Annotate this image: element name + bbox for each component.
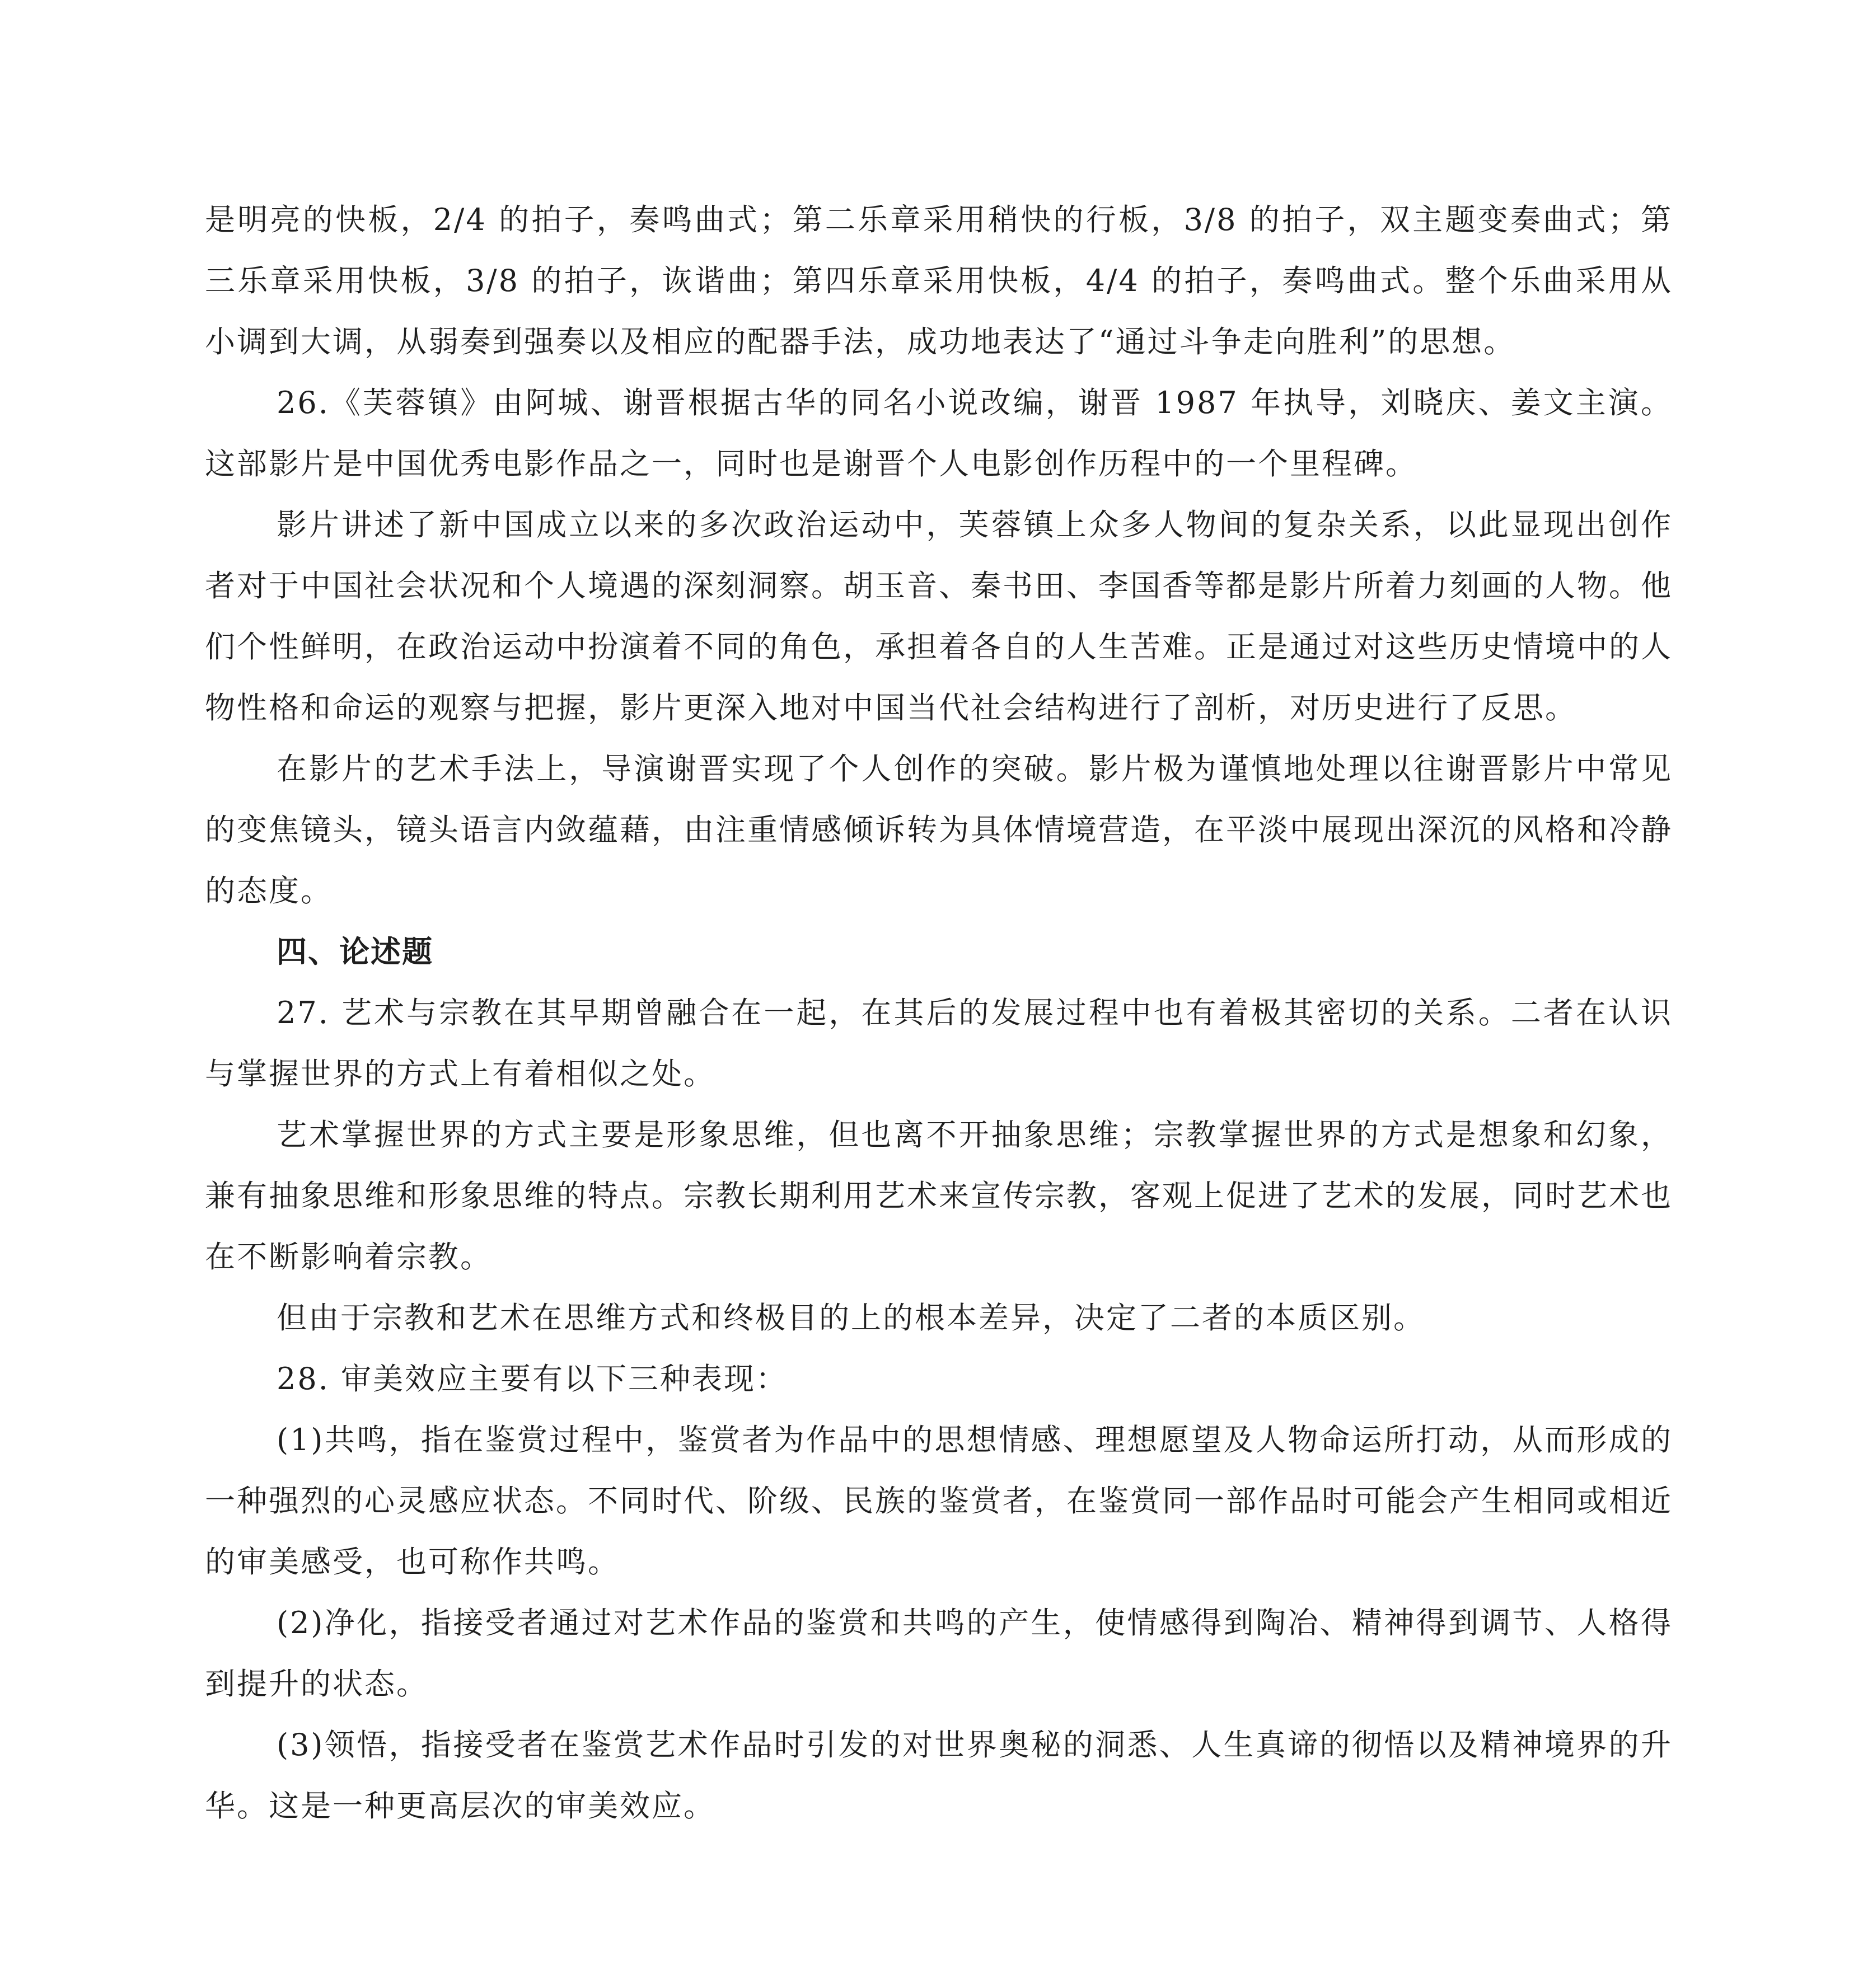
paragraph-film-technique: 在影片的艺术手法上，导演谢晋实现了个人创作的突破。影片极为谨慎地处理以往谢晋影片中常见的变焦镜头，镜头语言内敛蕴藉，由注重情感倾诉转为具体情境营造，在平淡中展现出深沉的风格和冷静的态度。 [205, 751, 1673, 908]
paragraph-item-27: 27. 艺术与宗教在其早期曾融合在一起，在其后的发展过程中也有着极其密切的关系。二者在认识与掌握世界的方式上有着相似之处。 [205, 995, 1673, 1091]
paragraph-item-28: 28. 审美效应主要有以下三种表现： [277, 1361, 788, 1396]
paragraph-art-religion: 艺术掌握世界的方式主要是形象思维，但也离不开抽象思维；宗教掌握世界的方式是想象和幻象，兼有抽象思维和形象思维的特点。宗教长期利用艺术来宣传宗教，客观上促进了艺术的发展，同时艺术也在不断影响着宗教。 [205, 1117, 1673, 1274]
document-body [205, 189, 1673, 1836]
paragraph-enlightenment: (3)领悟，指接受者在鉴赏艺术作品时引发的对世界奥秘的洞悉、人生真谛的彻悟以及精神境界的升华。这是一种更高层次的审美效应。 [205, 1727, 1673, 1823]
paragraph-continuation: 是明亮的快板，2/4 的拍子，奏鸣曲式；第二乐章采用稍快的行板，3/8 的拍子，双主题变奏曲式；第三乐章采用快板，3/8 的拍子，诙谐曲；第四乐章采用快板，4/4 的拍子，奏鸣曲式。整个乐曲采用从小调到大调，从弱奏到强奏以及相应的配器手法，成功地表达了“通过斗争走向胜利”的思想。 [205, 202, 1673, 359]
section-heading-essay: 四、论述题 [277, 934, 433, 969]
paragraph-film-plot: 影片讲述了新中国成立以来的多次政治运动中，芙蓉镇上众多人物间的复杂关系，以此显现出创作者对于中国社会状况和个人境遇的深刻洞察。胡玉音、秦书田、李国香等都是影片所着力刻画的人物。他们个性鲜明，在政治运动中扮演着不同的角色，承担着各自的人生苦难。正是通过对这些历史情境中的人物性格和命运的观察与把握，影片更深入地对中国当代社会结构进行了剖析，对历史进行了反思。 [205, 507, 1673, 725]
paragraph-difference: 但由于宗教和艺术在思维方式和终极目的上的根本差异，决定了二者的本质区别。 [277, 1300, 1425, 1335]
paragraph-resonance: (1)共鸣，指在鉴赏过程中，鉴赏者为作品中的思想情感、理想愿望及人物命运所打动，从而形成的一种强烈的心灵感应状态。不同时代、阶级、民族的鉴赏者，在鉴赏同一部作品时可能会产生相同或相近的审美感受，也可称作共鸣。 [205, 1422, 1673, 1579]
paragraph-item-26: 26.《芙蓉镇》由阿城、谢晋根据古华的同名小说改编，谢晋 1987 年执导，刘晓庆、姜文主演。这部影片是中国优秀电影作品之一，同时也是谢晋个人电影创作历程中的一个里程碑。 [205, 385, 1673, 481]
paragraph-purification: (2)净化，指接受者通过对艺术作品的鉴赏和共鸣的产生，使情感得到陶冶、精神得到调节、人格得到提升的状态。 [205, 1605, 1673, 1701]
